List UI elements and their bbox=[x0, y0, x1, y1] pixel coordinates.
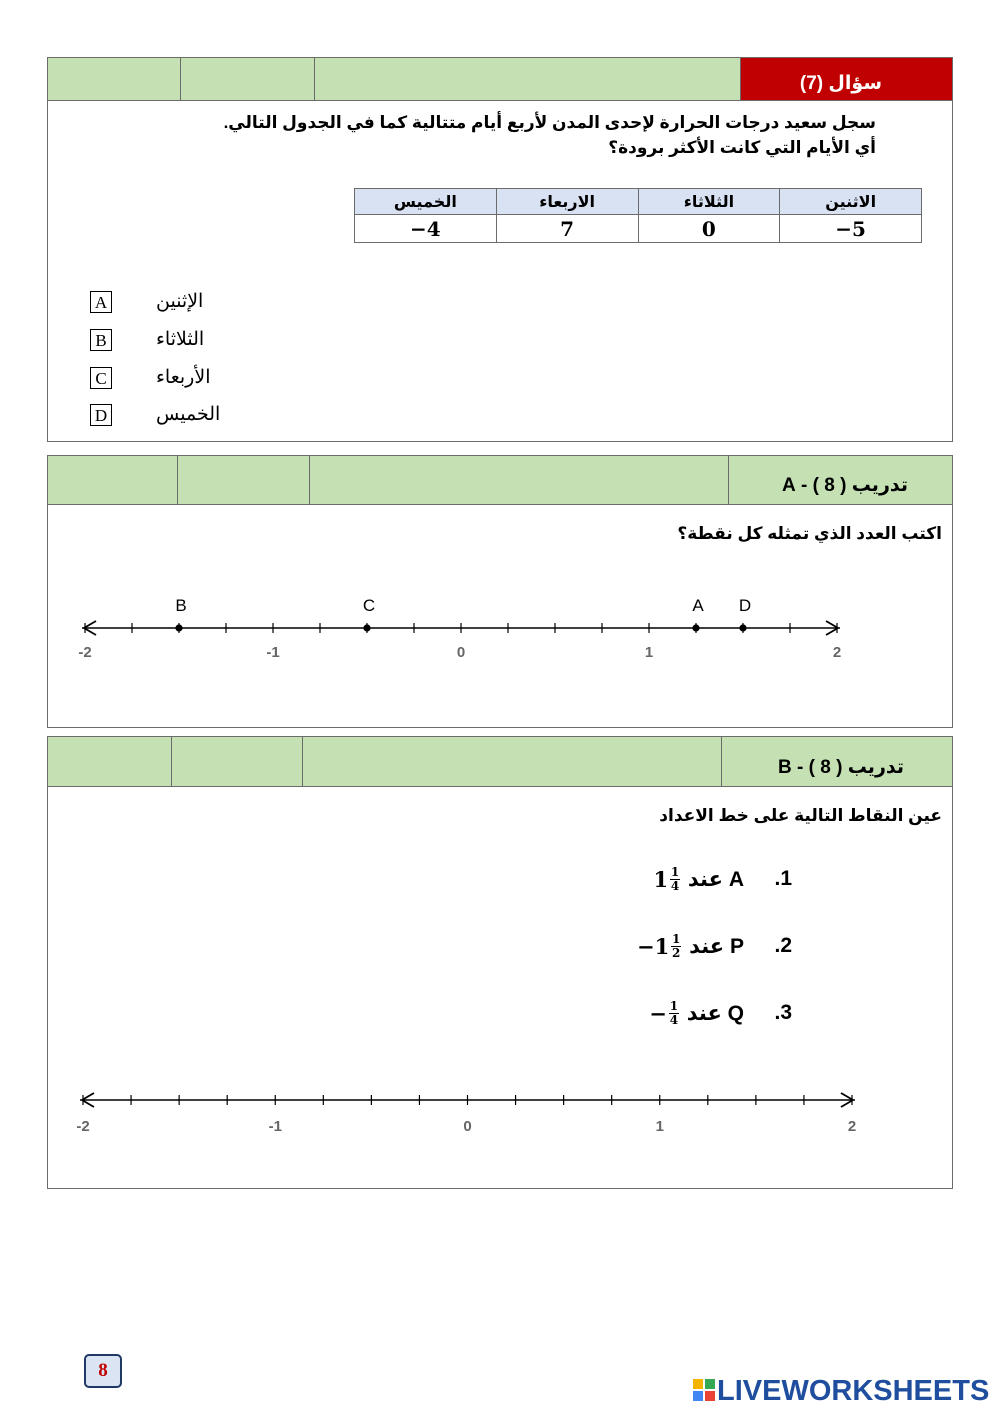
tick-label: -2 bbox=[76, 1118, 90, 1135]
option-c[interactable] bbox=[90, 367, 390, 393]
item-fraction bbox=[669, 1000, 679, 1027]
option-label: الأربعاء bbox=[156, 367, 211, 388]
point-label: A bbox=[692, 596, 704, 615]
day-monday: الاثنين bbox=[780, 189, 922, 215]
item-value bbox=[653, 866, 682, 893]
option-key: A bbox=[90, 291, 112, 313]
plot-item-1 bbox=[384, 857, 792, 897]
temp-monday: −5 bbox=[780, 215, 922, 243]
fraction-denominator: 2 bbox=[672, 946, 681, 960]
tick-label: 2 bbox=[832, 644, 842, 661]
temp-thursday: −4 bbox=[355, 215, 497, 243]
day-tuesday: الثلاثاء bbox=[638, 189, 780, 215]
item-text bbox=[637, 933, 744, 960]
point-label: D bbox=[738, 596, 752, 615]
fraction-numerator: 1 bbox=[669, 999, 679, 1013]
plot-item-3 bbox=[384, 991, 792, 1031]
question7-title: سؤال (7) bbox=[740, 58, 952, 100]
question7-text-line2: أي الأيام التي كانت الأكثر برودة؟ bbox=[608, 138, 876, 157]
item-whole: 1 bbox=[653, 867, 669, 892]
exercise8a-header bbox=[47, 455, 953, 505]
option-a[interactable] bbox=[90, 291, 390, 317]
question7-text-line1: سجل سعيد درجات الحرارة لإحدى المدن لأربع أيام متتالية كما في الجدول التالي. bbox=[223, 113, 876, 132]
option-label: الثلاثاء bbox=[156, 329, 205, 350]
point-dot bbox=[692, 624, 699, 631]
point-dot bbox=[363, 624, 370, 631]
item-number: 2. bbox=[774, 934, 792, 957]
header-cell-1 bbox=[177, 456, 178, 504]
header-cell-2 bbox=[314, 58, 315, 100]
option-key: B bbox=[90, 329, 112, 351]
tick-label: -2 bbox=[78, 644, 92, 661]
item-sign: − bbox=[649, 1001, 667, 1026]
number-line-a bbox=[0, 590, 1000, 670]
item-text bbox=[653, 866, 744, 893]
item-fraction bbox=[671, 933, 681, 960]
header-cell-1 bbox=[180, 58, 181, 100]
temperature-table bbox=[354, 188, 922, 243]
fraction-denominator: 4 bbox=[669, 1013, 679, 1027]
page-number: 8 bbox=[84, 1354, 122, 1388]
item-number: 3. bbox=[774, 1001, 792, 1024]
point-dot bbox=[739, 624, 746, 631]
brand-logo bbox=[693, 1375, 989, 1408]
temp-wednesday: 7 bbox=[496, 215, 638, 243]
item-word: عند bbox=[686, 1002, 722, 1025]
liveworksheets-icon bbox=[693, 1379, 715, 1401]
question7-header bbox=[47, 57, 953, 101]
tick-label: 0 bbox=[456, 644, 466, 661]
header-cell-1 bbox=[171, 737, 172, 786]
item-point: Q bbox=[727, 1001, 744, 1025]
table-values-row bbox=[355, 215, 922, 243]
point-label: C bbox=[362, 596, 376, 615]
tick-label: 1 bbox=[655, 1118, 664, 1135]
item-fraction bbox=[670, 866, 680, 893]
option-d[interactable] bbox=[90, 404, 390, 430]
question7-box bbox=[47, 101, 953, 442]
exercise8a-instruction: اكتب العدد الذي تمثله كل نقطة؟ bbox=[677, 524, 942, 543]
item-word: عند bbox=[687, 868, 723, 891]
point-label: B bbox=[175, 596, 187, 615]
item-point: P bbox=[729, 934, 744, 958]
number-line-b[interactable] bbox=[0, 1070, 1000, 1150]
item-value bbox=[649, 1000, 681, 1027]
day-wednesday: الاربعاء bbox=[496, 189, 638, 215]
item-text bbox=[649, 1000, 744, 1027]
item-value bbox=[637, 933, 683, 960]
item-number: 1. bbox=[774, 867, 792, 890]
table-header-row bbox=[355, 189, 922, 215]
fraction-denominator: 4 bbox=[670, 879, 680, 893]
tick-label: 0 bbox=[463, 1118, 472, 1135]
temp-tuesday: 0 bbox=[638, 215, 780, 243]
exercise8b-instruction: عين النقاط التالية على خط الاعداد bbox=[659, 806, 942, 825]
header-cell-2 bbox=[302, 737, 303, 786]
day-thursday: الخميس bbox=[355, 189, 497, 215]
option-label: الخميس bbox=[156, 404, 221, 425]
tick-label: -1 bbox=[268, 1118, 282, 1135]
brand-text: LIVEWORKSHEETS bbox=[717, 1375, 990, 1407]
item-point: A bbox=[728, 867, 744, 891]
plot-item-2 bbox=[384, 924, 792, 964]
exercise8b-title: تدريب ( 8 ) - B bbox=[721, 737, 952, 786]
exercise8a-title: تدريب ( 8 ) - A bbox=[728, 456, 952, 504]
tick-label: 1 bbox=[644, 644, 654, 661]
item-sign: − bbox=[637, 934, 655, 959]
tick-label: 2 bbox=[847, 1118, 857, 1135]
item-word: عند bbox=[689, 935, 725, 958]
point-dot bbox=[175, 624, 182, 631]
tick-label: -1 bbox=[266, 644, 280, 661]
fraction-numerator: 1 bbox=[672, 932, 681, 946]
option-b[interactable] bbox=[90, 329, 390, 355]
option-key: C bbox=[90, 367, 112, 389]
fraction-numerator: 1 bbox=[670, 865, 680, 879]
option-label: الإثنين bbox=[156, 291, 204, 312]
option-key: D bbox=[90, 404, 112, 426]
header-cell-2 bbox=[309, 456, 310, 504]
exercise8b-header bbox=[47, 736, 953, 787]
item-whole: 1 bbox=[654, 934, 670, 959]
